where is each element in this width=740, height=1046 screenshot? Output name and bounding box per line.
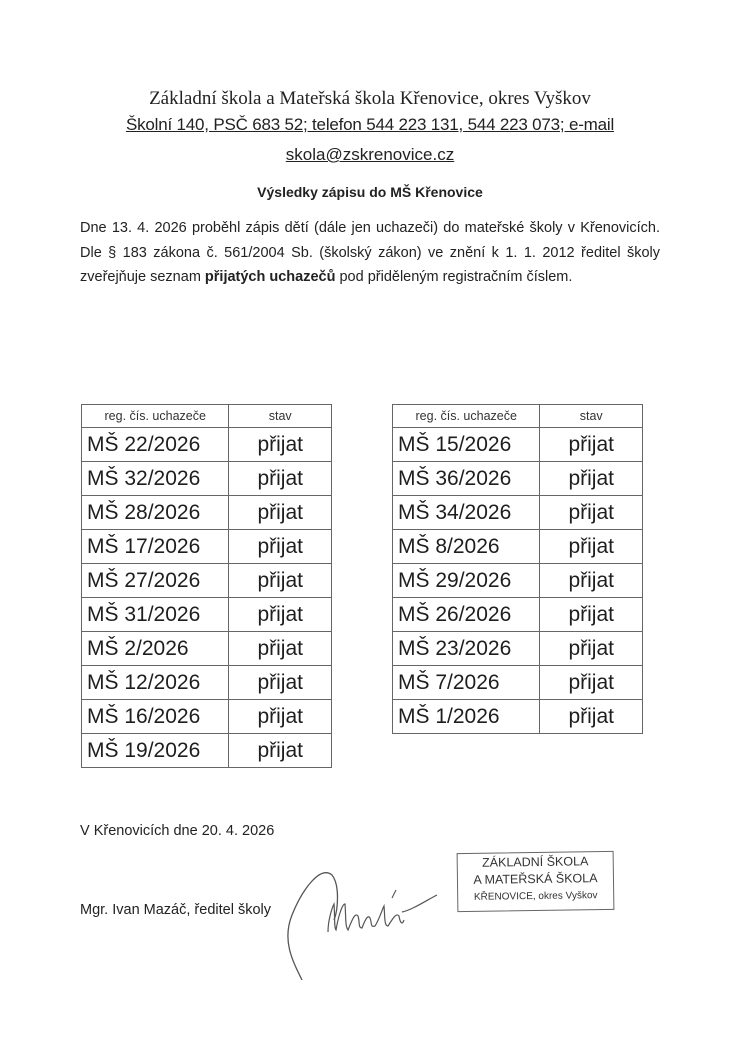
reg-number: MŠ 1/2026 [393, 700, 540, 734]
header-status: stav [229, 405, 332, 428]
reg-number: MŠ 22/2026 [82, 428, 229, 462]
reg-number: MŠ 2/2026 [82, 632, 229, 666]
header-status: stav [540, 405, 643, 428]
intro-paragraph [80, 216, 660, 290]
status: přijat [229, 734, 332, 768]
table-row [82, 496, 332, 530]
table-row [82, 530, 332, 564]
table-row [82, 700, 332, 734]
table-row [393, 632, 643, 666]
reg-number: MŠ 34/2026 [393, 496, 540, 530]
signatory-name: Mgr. Ivan Mazáč, ředitel školy [80, 902, 271, 918]
table-row [393, 428, 643, 462]
place-and-date: V Křenovicích dne 20. 4. 2026 [80, 823, 275, 839]
status: přijat [229, 700, 332, 734]
table-row [393, 598, 643, 632]
table-row [393, 666, 643, 700]
table-row [393, 462, 643, 496]
status: přijat [229, 564, 332, 598]
table-header-row [82, 405, 332, 428]
document-title: Výsledky zápisu do MŠ Křenovice [257, 184, 483, 200]
table-row [82, 462, 332, 496]
status: přijat [540, 632, 643, 666]
status: přijat [540, 598, 643, 632]
stamp-line-2: A MATEŘSKÁ ŠKOLA [473, 871, 598, 887]
table-row [82, 428, 332, 462]
reg-number: MŠ 29/2026 [393, 564, 540, 598]
reg-number: MŠ 32/2026 [82, 462, 229, 496]
reg-number: MŠ 16/2026 [82, 700, 229, 734]
status: přijat [229, 462, 332, 496]
table-row [393, 530, 643, 564]
status: přijat [229, 666, 332, 700]
stamp-line-1: ZÁKLADNÍ ŠKOLA [481, 854, 589, 870]
status: přijat [540, 666, 643, 700]
status: přijat [540, 462, 643, 496]
table-row [82, 632, 332, 666]
status: přijat [540, 700, 643, 734]
reg-number: MŠ 19/2026 [82, 734, 229, 768]
table-row [82, 598, 332, 632]
table-header-row [393, 405, 643, 428]
paragraph-bold: přijatých uchazečů [204, 269, 336, 285]
status: přijat [229, 598, 332, 632]
reg-number: MŠ 15/2026 [393, 428, 540, 462]
status: přijat [540, 428, 643, 462]
header-reg-number: reg. čís. uchazeče [82, 405, 229, 428]
status: přijat [229, 530, 332, 564]
paragraph-text-1: Dne 13. 4. 2026 proběhl zápis dětí (dále jen uchazeči) do mateřské školy v Křenovicích. Dle § 183 zákona č. 561/2004 Sb. (školský zákon) ve znění k 1. 1. 2012 ředitel školy zveřejňuje seznam [80, 220, 660, 285]
table-row [393, 564, 643, 598]
reg-number: MŠ 7/2026 [393, 666, 540, 700]
reg-number: MŠ 12/2026 [82, 666, 229, 700]
school-email: skola@zskrenovice.cz [285, 145, 455, 164]
school-address: Školní 140, PSČ 683 52; telefon 544 223 131, 544 223 073; e-mail [125, 115, 615, 134]
reg-number: MŠ 23/2026 [393, 632, 540, 666]
stamp-line-3: KŘENOVICE, okres Vyškov [473, 890, 598, 903]
header-reg-number: reg. čís. uchazeče [393, 405, 540, 428]
reg-number: MŠ 17/2026 [82, 530, 229, 564]
status: přijat [540, 564, 643, 598]
status: přijat [540, 496, 643, 530]
school-name: Základní škola a Mateřská škola Křenovice, okres Vyškov [149, 88, 591, 109]
reg-number: MŠ 26/2026 [393, 598, 540, 632]
reg-number: MŠ 8/2026 [393, 530, 540, 564]
paragraph-text-2: pod přiděleným registračním číslem. [335, 269, 573, 285]
status: přijat [229, 428, 332, 462]
status: přijat [229, 496, 332, 530]
table-row [82, 734, 332, 768]
signature-icon [262, 860, 452, 980]
table-row [82, 666, 332, 700]
status: přijat [229, 632, 332, 666]
reg-number: MŠ 28/2026 [82, 496, 229, 530]
admissions-table-right [392, 404, 643, 734]
reg-number: MŠ 27/2026 [82, 564, 229, 598]
status: přijat [540, 530, 643, 564]
table-row [393, 700, 643, 734]
table-row [393, 496, 643, 530]
school-stamp [457, 851, 615, 912]
table-row [82, 564, 332, 598]
admissions-table-left [81, 404, 332, 768]
reg-number: MŠ 36/2026 [393, 462, 540, 496]
reg-number: MŠ 31/2026 [82, 598, 229, 632]
